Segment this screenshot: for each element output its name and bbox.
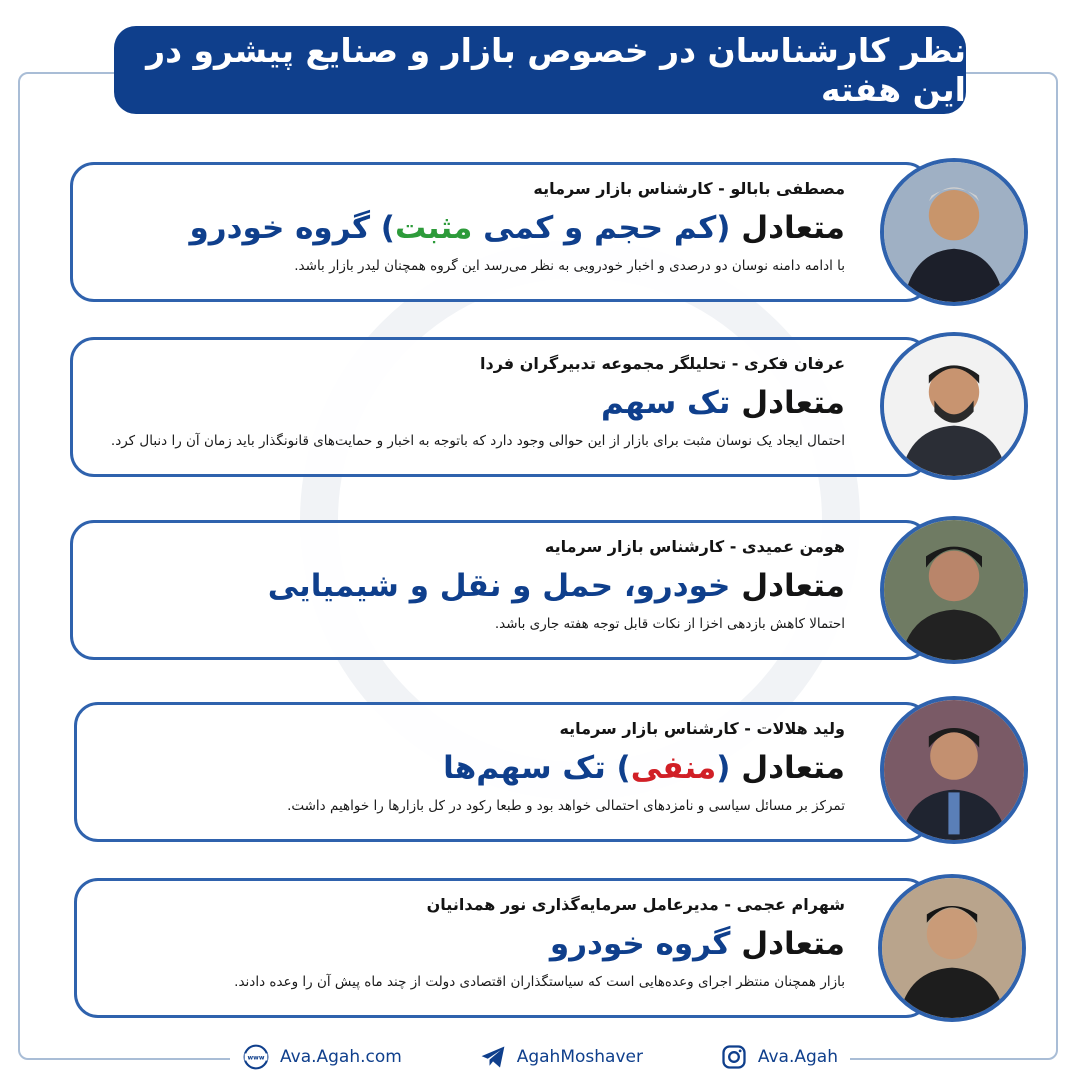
svg-text:www: www <box>247 1054 265 1062</box>
headline-part: ) تک سهم‌ها <box>443 750 631 786</box>
expert-headline <box>83 568 845 604</box>
headline-lead: متعادل <box>741 210 845 246</box>
expert-headline <box>83 385 845 421</box>
headline-lead: متعادل <box>741 750 845 786</box>
expert-name: ولید هلالات - کارشناس بازار سرمایه <box>559 719 845 738</box>
expert-avatar-2 <box>880 332 1028 480</box>
person-icon <box>884 520 1024 660</box>
expert-card-5 <box>74 878 930 1018</box>
expert-headline <box>87 750 845 786</box>
telegram-icon <box>479 1043 507 1071</box>
footer-website[interactable] <box>242 1043 402 1071</box>
headline-part: (کم حجم و کمی <box>472 210 742 246</box>
person-icon <box>884 336 1024 476</box>
expert-avatar-1 <box>880 158 1028 306</box>
website-label: Ava.Agah.com <box>280 1047 402 1067</box>
headline-part: خودرو، حمل و نقل و شیمیایی <box>267 568 742 604</box>
expert-avatar-5 <box>878 874 1026 1022</box>
footer <box>230 1040 850 1074</box>
expert-name: مصطفی بابالو - کارشناس بازار سرمایه <box>533 179 845 198</box>
person-icon <box>882 878 1022 1018</box>
telegram-label: AgahMoshaver <box>516 1047 643 1067</box>
expert-name: عرفان فکری - تحلیلگر مجموعه تدبیرگران فردا <box>480 354 845 373</box>
headline-negative: منفی <box>630 750 717 786</box>
expert-card-2 <box>70 337 930 477</box>
headline-part: تک سهم <box>600 385 742 421</box>
instagram-label: Ava.Agah <box>757 1047 838 1067</box>
page-title: نظر کارشناسان در خصوص بازار و صنایع پیشرو در این هفته <box>146 31 966 109</box>
footer-instagram[interactable] <box>720 1043 838 1071</box>
expert-name: هومن عمیدی - کارشناس بازار سرمایه <box>544 537 845 556</box>
headline-lead: متعادل <box>741 385 845 421</box>
title-banner <box>114 26 966 114</box>
headline-lead: متعادل <box>741 926 845 962</box>
footer-telegram[interactable] <box>479 1043 643 1071</box>
expert-name: شهرام عجمی - مدیرعامل سرمایه‌گذاری نور همدانیان <box>426 895 845 914</box>
headline-positive: مثبت <box>394 210 473 246</box>
instagram-icon <box>720 1043 748 1071</box>
headline-part: ( <box>716 750 742 786</box>
headline-lead: متعادل <box>741 568 845 604</box>
headline-part: گروه خودرو <box>549 926 742 962</box>
expert-headline <box>87 926 845 962</box>
expert-card-1 <box>70 162 930 302</box>
person-icon <box>884 162 1024 302</box>
expert-avatar-3 <box>880 516 1028 664</box>
expert-description: تمرکز بر مسائل سیاسی و نامزدهای احتمالی خواهد بود و طبعا رکود در کل بازارها را خواهیم داشت. <box>287 798 845 814</box>
expert-description: احتمالا کاهش بازدهی اخزا از نکات قابل توجه هفته جاری باشد. <box>494 616 845 632</box>
expert-card-3 <box>70 520 930 660</box>
expert-avatar-4 <box>880 696 1028 844</box>
expert-description: احتمال ایجاد یک نوسان مثبت برای بازار از این حوالی وجود دارد که باتوجه به اخبار و حمایت‌های قانونگذار باید زمان آن را دنبال کرد. <box>110 433 845 449</box>
expert-description: بازار همچنان منتظر اجرای وعده‌هایی است که سیاستگذاران اقتصادی دولت از چند ماه پیش آن را وعده دادند. <box>234 974 845 990</box>
www-icon <box>242 1043 270 1071</box>
headline-part: ) گروه خودرو <box>189 210 395 246</box>
person-icon <box>884 700 1024 840</box>
expert-headline <box>83 210 845 246</box>
expert-card-4 <box>74 702 930 842</box>
expert-description: با ادامه دامنه نوسان دو درصدی و اخبار خودرویی به نظر می‌رسد این گروه همچنان لیدر بازار باشد. <box>294 258 845 274</box>
